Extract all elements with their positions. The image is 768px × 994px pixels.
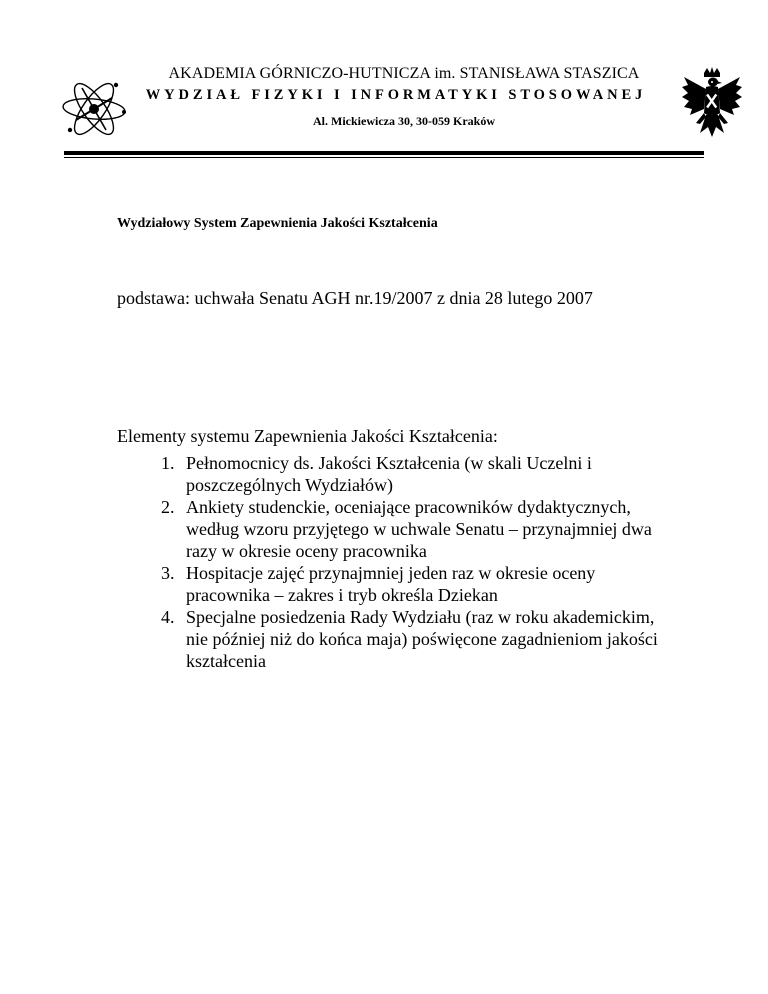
- faculty-address: Al. Mickiewicza 30, 30-059 Kraków: [313, 114, 495, 128]
- legal-basis: podstawa: uchwała Senatu AGH nr.19/2007 z dnia 28 lutego 2007: [117, 288, 593, 308]
- elements-heading: Elementy systemu Zapewnienia Jakości Kształcenia:: [117, 426, 498, 446]
- list-item: [117, 606, 737, 672]
- list-item-text-line: kształcenia: [186, 651, 266, 671]
- list-item-number: 4.: [161, 607, 175, 627]
- university-name: [134, 65, 674, 83]
- list-item-text-line: Hospitacje zajęć przynajmniej jeden raz w okresie oceny: [186, 563, 596, 583]
- list-item: [117, 452, 737, 496]
- university-name-main: AKADEMIA GÓRNICZO-HUTNICZA: [168, 65, 431, 82]
- list-item-text-line: nie później niż do końca maja) poświęcone zagadnieniom jakości: [186, 629, 658, 649]
- list-item-text-line: Specjalne posiedzenia Rady Wydziału (raz w roku akademickim,: [186, 607, 655, 627]
- list-item-number: 2.: [161, 497, 175, 517]
- list-item-text-line: poszczególnych Wydziałów): [186, 475, 394, 495]
- list-item: [117, 496, 737, 562]
- list-item-text-line: Ankiety studenckie, oceniające pracowników dydaktycznych,: [186, 497, 631, 517]
- atom-logo-icon: [58, 68, 130, 150]
- document-subtitle: Wydziałowy System Zapewnienia Jakości Kształcenia: [117, 216, 438, 231]
- list-item-text-line: według wzoru przyjętego w uchwale Senatu – przynajmniej dwa: [186, 519, 652, 539]
- list-item-text-line: razy w okresie oceny pracownika: [186, 541, 427, 561]
- header-divider-thin: [64, 157, 704, 158]
- list-item-number: 3.: [161, 563, 175, 583]
- faculty-name: WYDZIAŁ FIZYKI I INFORMATYKI STOSOWANEJ: [145, 87, 647, 103]
- header-divider-thick: [64, 151, 704, 155]
- list-item-number: 1.: [161, 453, 175, 473]
- list-item-text-line: Pełnomocnicy ds. Jakości Kształcenia (w skali Uczelni i: [186, 453, 592, 473]
- elements-list: [117, 452, 737, 672]
- eagle-emblem-icon: [680, 67, 744, 145]
- list-item-text-line: pracownika – zakres i tryb określa Dziekan: [186, 585, 498, 605]
- list-item: [117, 562, 737, 606]
- university-name-suffix: im. STANISŁAWA STASZICA: [434, 65, 640, 82]
